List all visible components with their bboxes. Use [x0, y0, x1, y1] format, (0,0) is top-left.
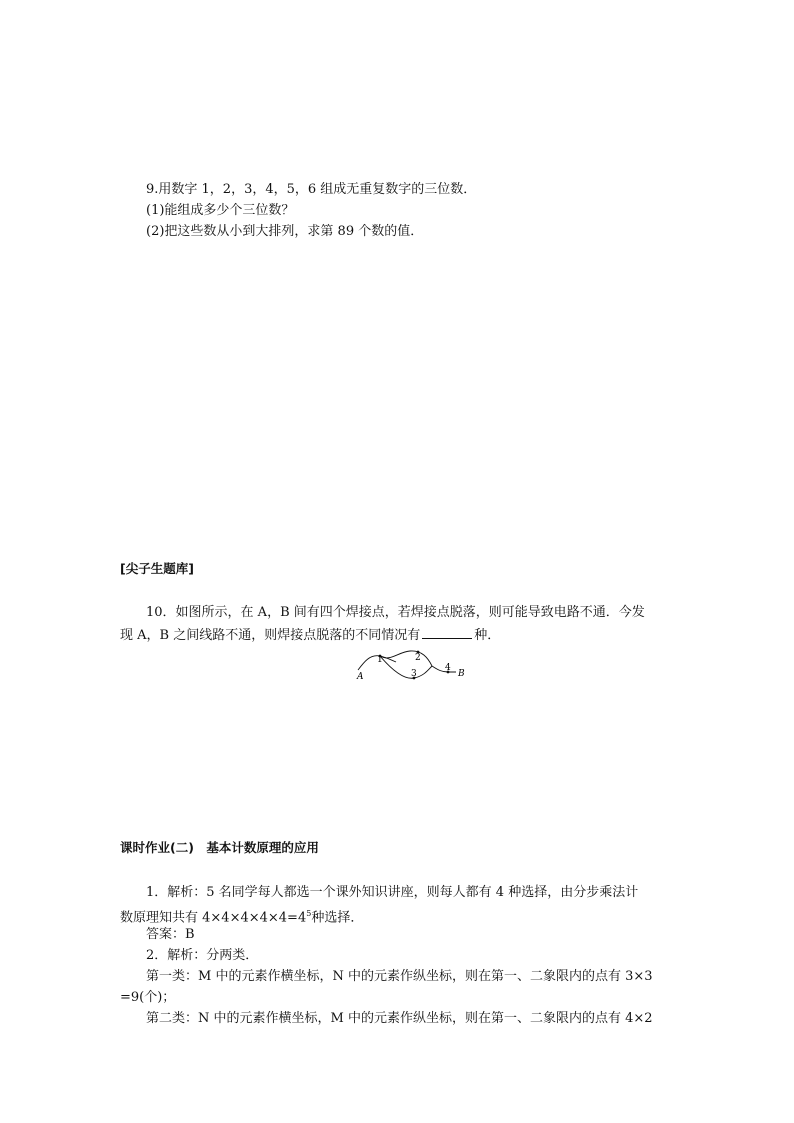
point-2-label: 2: [415, 653, 421, 663]
answer2-line2: 第一类：M 中的元素作横坐标，N 中的元素作纵坐标，则在第一、二象限内的点有 3×3: [146, 969, 653, 984]
wire-to-b: [432, 666, 456, 672]
answer2-line4: 第二类：N 中的元素作横坐标，M 中的元素作纵坐标，则在第一、二象限内的点有 4×2: [146, 1011, 653, 1026]
circuit-diagram: [352, 648, 472, 684]
point-4-label: 4: [445, 663, 451, 673]
answer1-line2-before: 数原理知共有 4×4×4×4×4=4: [120, 910, 307, 926]
q9-part1: (1)能组成多少个三位数？: [146, 203, 295, 218]
answer2-line3: =9(个)；: [120, 990, 176, 1005]
answer2-line1: 2．解析：分两类．: [146, 948, 259, 963]
q10-line1: 10．如图所示，在 A，B 间有四个焊接点，若焊接点脱落，则可能导致电路不通．今发: [146, 605, 645, 620]
q9-part2: (2)把这些数从小到大排列，求第 89 个数的值．: [146, 224, 424, 239]
point-1-label: 1: [377, 655, 383, 665]
q9-stem: 9.用数字 1，2，3，4，5，6 组成无重复数字的三位数．: [146, 182, 477, 197]
q10-line2-before: 现 A，B 之间线路不通，则焊接点脱落的不同情况有: [120, 628, 421, 643]
answer1-line2-after: 种选择．: [311, 910, 364, 926]
q10-line2-after: 种．: [474, 628, 501, 643]
answer-blank: [422, 625, 472, 639]
point-3-label: 3: [411, 669, 417, 679]
label-a: A: [357, 672, 364, 682]
q10-line2: [120, 625, 500, 646]
answer1-result: 答案：B: [146, 927, 195, 942]
answer1-line1: 1．解析：5 名同学每人都选一个课外知识讲座，则每人都有 4 种选择，由分步乘法计: [146, 885, 639, 900]
section-title: [尖子生题库]: [120, 561, 194, 576]
label-b: B: [458, 669, 465, 679]
homework-title: 课时作业(二) 基本计数原理的应用: [120, 840, 319, 855]
wire-lower-branch: [380, 656, 432, 678]
answer1-exponent: 5: [306, 909, 312, 918]
